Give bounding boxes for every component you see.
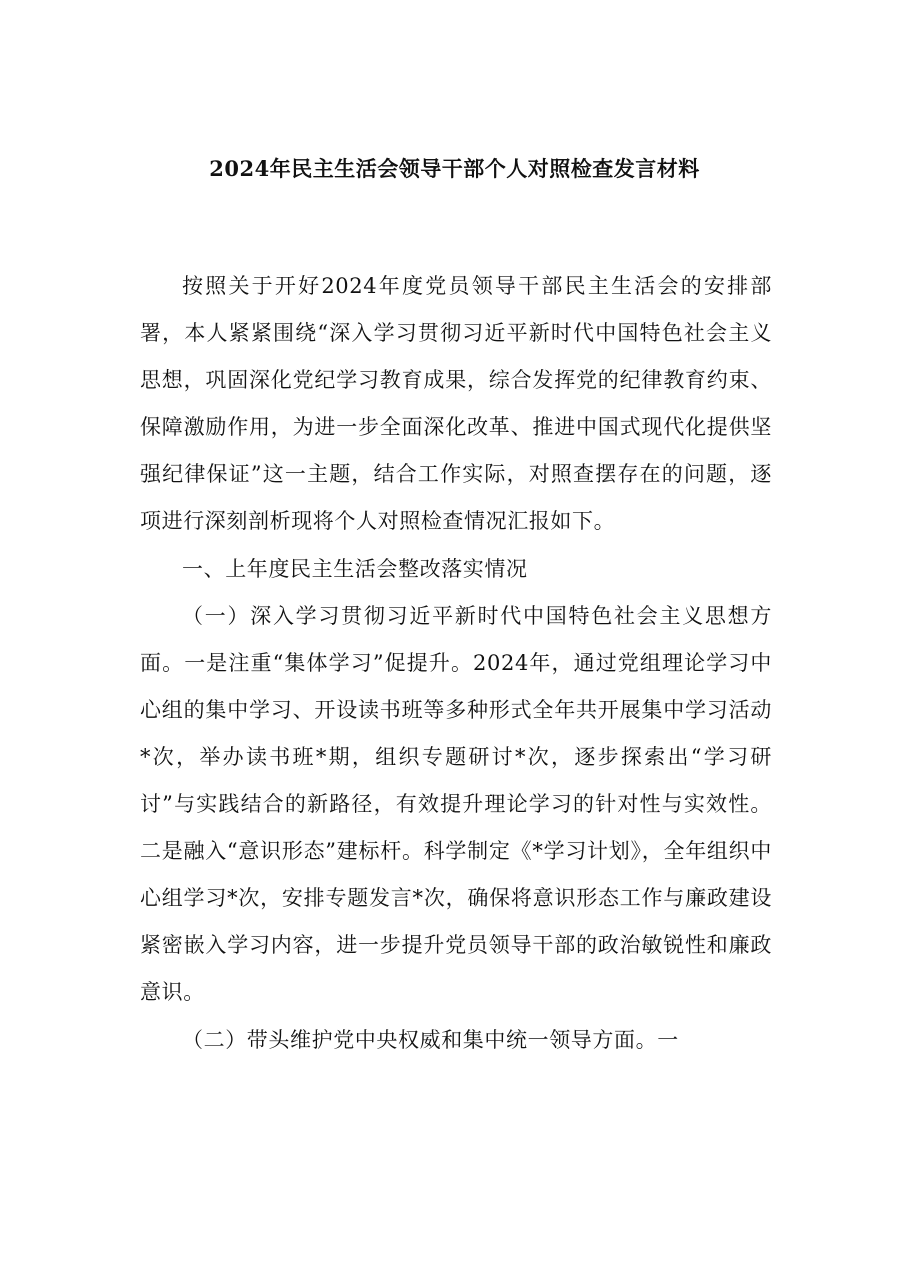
paragraph-subsection-1: （一）深入学习贯彻习近平新时代中国特色社会主义思想方面。一是注重“集体学习”促提升。2024年，通过党组理论学习中心组的集中学习、开设读书班等多种形式全年共开展集中学习活动*次，举办读书班*期，组织专题研讨*次，逐步探索出“学习研讨”与实践结合的新路径，有效提升理论学习的针对性与实效性。二是融入“意识形态”建标杆。科学制定《*学习计划》，全年组织中心组学习*次，安排专题发言*次，确保将意识形态工作与廉政建设紧密嵌入学习内容，进一步提升党员领导干部的政治敏锐性和廉政意识。 — [140, 603, 772, 1005]
section-heading: 一、上年度民主生活会整改落实情况 — [182, 556, 528, 581]
document-body — [140, 263, 772, 1064]
paragraph-intro: 按照关于开好2024年度党员领导干部民主生活会的安排部署，本人紧紧围绕“深入学习贯彻习近平新时代中国特色社会主义思想，巩固深化党纪学习教育成果，综合发挥党的纪律教育约束、保障激励作用，为进一步全面深化改革、推进中国式现代化提供坚强纪律保证”这一主题，结合工作实际，对照查摆存在的问题，逐项进行深刻剖析现将个人对照检查情况汇报如下。 — [140, 274, 772, 534]
document-title: 2024年民主生活会领导干部个人对照检查发言材料 — [209, 156, 700, 181]
paragraph-subsection-2: （二）带头维护党中央权威和集中统一领导方面。一 — [182, 1027, 679, 1052]
